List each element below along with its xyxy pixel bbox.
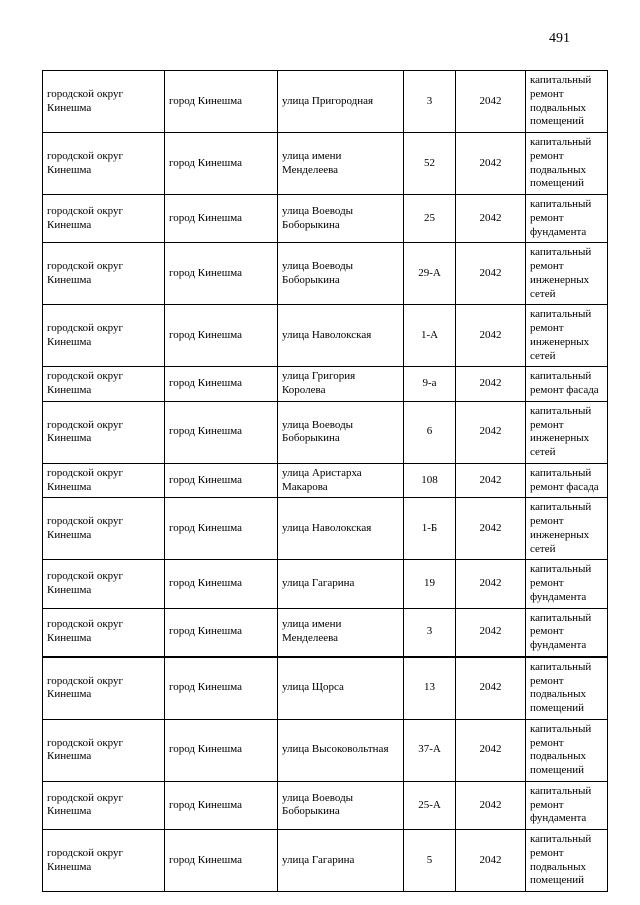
table-cell-house: 1-А	[404, 305, 456, 367]
table-cell-city: город Кинешма	[165, 498, 278, 560]
table-cell-city: город Кинешма	[165, 243, 278, 305]
table-row	[43, 830, 608, 892]
table-row	[43, 498, 608, 560]
table-cell-work: капитальный ремонт фасада	[526, 463, 608, 498]
table-cell-street: улица Наволокская	[278, 305, 404, 367]
table-cell-district: городской округ Кинешма	[43, 498, 165, 560]
table-cell-street: улица Воеводы Боборыкина	[278, 243, 404, 305]
table-row	[43, 657, 608, 720]
table-cell-work: капитальный ремонт подвальных помещений	[526, 133, 608, 195]
table-cell-year: 2042	[456, 830, 526, 892]
table-cell-city: город Кинешма	[165, 133, 278, 195]
table-cell-city: город Кинешма	[165, 608, 278, 657]
page-number: 491	[549, 31, 570, 46]
table-cell-work: капитальный ремонт фасада	[526, 367, 608, 402]
table-cell-district: городской округ Кинешма	[43, 463, 165, 498]
table-cell-house: 37-А	[404, 719, 456, 781]
table-cell-street: улица Гагарина	[278, 560, 404, 608]
table-cell-district: городской округ Кинешма	[43, 305, 165, 367]
table-row	[43, 195, 608, 243]
table-cell-street: улица Воеводы Боборыкина	[278, 195, 404, 243]
table-cell-street: улица Наволокская	[278, 498, 404, 560]
table-cell-year: 2042	[456, 71, 526, 133]
table-cell-work: капитальный ремонт фундамента	[526, 195, 608, 243]
table-cell-street: улица Гагарина	[278, 830, 404, 892]
table-cell-street: улица Высоковольтная	[278, 719, 404, 781]
table-cell-year: 2042	[456, 133, 526, 195]
table-cell-work: капитальный ремонт инженерных сетей	[526, 401, 608, 463]
table-cell-city: город Кинешма	[165, 305, 278, 367]
table-cell-city: город Кинешма	[165, 401, 278, 463]
table-cell-street: улица Воеводы Боборыкина	[278, 401, 404, 463]
table-cell-house: 6	[404, 401, 456, 463]
table-cell-district: городской округ Кинешма	[43, 71, 165, 133]
table-cell-year: 2042	[456, 608, 526, 657]
table-cell-work: капитальный ремонт инженерных сетей	[526, 243, 608, 305]
table-cell-city: город Кинешма	[165, 657, 278, 720]
table-cell-house: 1-Б	[404, 498, 456, 560]
table-cell-work: капитальный ремонт подвальных помещений	[526, 830, 608, 892]
table-cell-city: город Кинешма	[165, 71, 278, 133]
table-row	[43, 560, 608, 608]
table-cell-district: городской округ Кинешма	[43, 719, 165, 781]
table-cell-year: 2042	[456, 781, 526, 829]
table-cell-street: улица Пригородная	[278, 71, 404, 133]
table-cell-city: город Кинешма	[165, 719, 278, 781]
table-row	[43, 608, 608, 657]
table-cell-year: 2042	[456, 195, 526, 243]
table-cell-house: 13	[404, 657, 456, 720]
table-cell-year: 2042	[456, 719, 526, 781]
table-cell-house: 9-а	[404, 367, 456, 402]
table-cell-work: капитальный ремонт фундамента	[526, 560, 608, 608]
table-cell-house: 108	[404, 463, 456, 498]
table-cell-street: улица Григория Королева	[278, 367, 404, 402]
table-cell-district: городской округ Кинешма	[43, 367, 165, 402]
table-cell-street: улица имени Менделеева	[278, 133, 404, 195]
table-cell-district: городской округ Кинешма	[43, 133, 165, 195]
table-row	[43, 367, 608, 402]
table-cell-house: 29-А	[404, 243, 456, 305]
table-cell-district: городской округ Кинешма	[43, 657, 165, 720]
table-body	[43, 71, 608, 892]
table-row	[43, 305, 608, 367]
table-cell-district: городской округ Кинешма	[43, 560, 165, 608]
table-cell-district: городской округ Кинешма	[43, 781, 165, 829]
table-cell-work: капитальный ремонт фундамента	[526, 608, 608, 657]
table-cell-year: 2042	[456, 498, 526, 560]
table-cell-work: капитальный ремонт подвальных помещений	[526, 657, 608, 720]
table-cell-district: городской округ Кинешма	[43, 401, 165, 463]
table-cell-year: 2042	[456, 305, 526, 367]
table-cell-work: капитальный ремонт подвальных помещений	[526, 71, 608, 133]
table-cell-street: улица Воеводы Боборыкина	[278, 781, 404, 829]
table-cell-house: 25-А	[404, 781, 456, 829]
table-cell-work: капитальный ремонт подвальных помещений	[526, 719, 608, 781]
table-cell-year: 2042	[456, 367, 526, 402]
table-cell-year: 2042	[456, 243, 526, 305]
table-cell-year: 2042	[456, 463, 526, 498]
table-cell-street: улица имени Менделеева	[278, 608, 404, 657]
table-row	[43, 133, 608, 195]
table-cell-work: капитальный ремонт фундамента	[526, 781, 608, 829]
table-cell-city: город Кинешма	[165, 781, 278, 829]
table-cell-city: город Кинешма	[165, 560, 278, 608]
table-row	[43, 781, 608, 829]
table-cell-work: капитальный ремонт инженерных сетей	[526, 498, 608, 560]
table-cell-house: 19	[404, 560, 456, 608]
table-cell-year: 2042	[456, 401, 526, 463]
table-cell-city: город Кинешма	[165, 367, 278, 402]
table-cell-district: городской округ Кинешма	[43, 608, 165, 657]
table-cell-year: 2042	[456, 657, 526, 720]
table-cell-street: улица Щорса	[278, 657, 404, 720]
table-cell-city: город Кинешма	[165, 195, 278, 243]
table-cell-house: 5	[404, 830, 456, 892]
table-row	[43, 401, 608, 463]
table-row	[43, 243, 608, 305]
table-cell-house: 3	[404, 608, 456, 657]
table-row	[43, 71, 608, 133]
table-cell-year: 2042	[456, 560, 526, 608]
table-cell-district: городской округ Кинешма	[43, 830, 165, 892]
repairs-table	[42, 70, 608, 892]
table-cell-district: городской округ Кинешма	[43, 243, 165, 305]
table-cell-house: 25	[404, 195, 456, 243]
table-cell-city: город Кинешма	[165, 830, 278, 892]
table-cell-district: городской округ Кинешма	[43, 195, 165, 243]
table-cell-house: 52	[404, 133, 456, 195]
table-cell-house: 3	[404, 71, 456, 133]
table-cell-work: капитальный ремонт инженерных сетей	[526, 305, 608, 367]
table-row	[43, 463, 608, 498]
table-row	[43, 719, 608, 781]
table-cell-street: улица Аристарха Макарова	[278, 463, 404, 498]
table-cell-city: город Кинешма	[165, 463, 278, 498]
